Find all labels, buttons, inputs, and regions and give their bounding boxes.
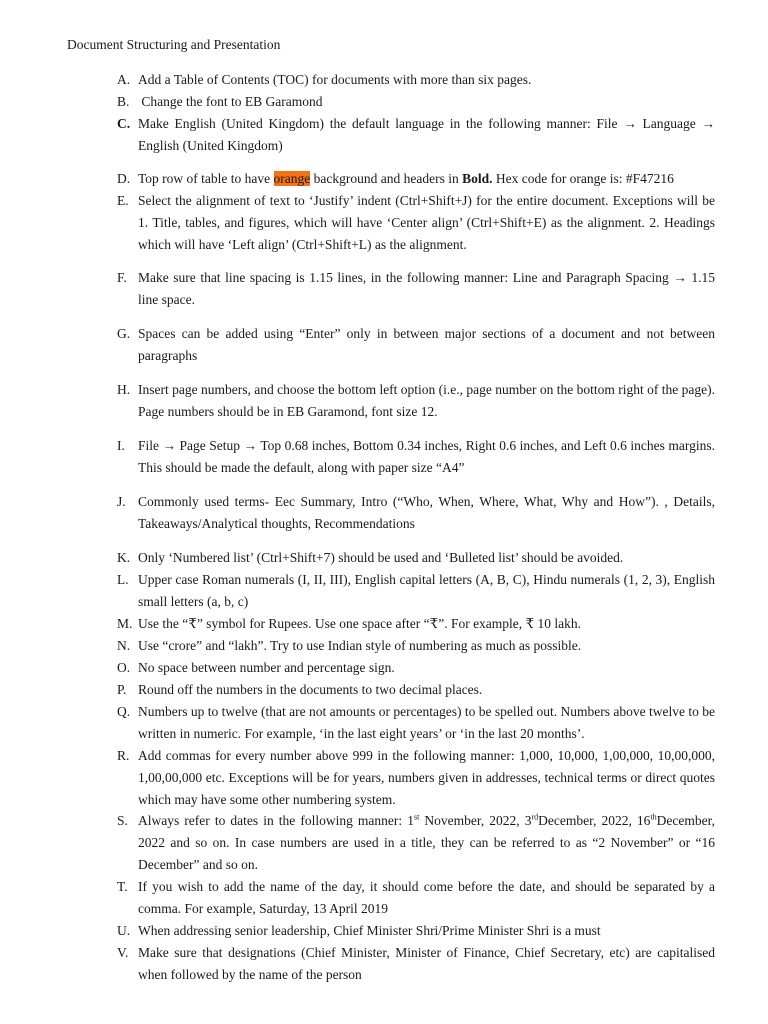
item-letter: F.: [117, 270, 127, 285]
ordinal-suffix: rd: [531, 812, 539, 822]
item-text: Add commas for every number above 999 in the following manner: 1,000, 10,000, 1,00,000, 10,00,000, 1,00,00,000 etc. Exceptions will be for years, numbers given in addresses, technical terms or direct quotes which may have some other numbering system.: [138, 748, 715, 807]
item-letter: K.: [117, 550, 131, 565]
list-item: [117, 323, 715, 367]
item-text: No space between number and percentage sign.: [138, 660, 395, 675]
item-text-part: Top row of table to have: [138, 171, 274, 186]
list-item: [117, 69, 715, 91]
item-letter: L.: [117, 572, 129, 587]
list-item: [117, 569, 715, 613]
item-text: Add a Table of Contents (TOC) for documents with more than six pages.: [138, 72, 532, 87]
item-text-part: December, 2022 and so on. In case numbers are used in a title, they can be referred to as “2 November” or “16 December” and so on.: [138, 813, 715, 872]
item-text: If you wish to add the name of the day, it should come before the date, and should be separated by a comma. For example, Saturday, 13 April 2019: [138, 879, 715, 916]
ordinal-suffix: th: [650, 812, 657, 822]
list-item: [117, 876, 715, 920]
item-letter: U.: [117, 923, 131, 938]
item-text: [138, 168, 715, 190]
item-text: Use “crore” and “lakh”. Try to use Indian style of numbering as much as possible.: [138, 638, 582, 653]
list-item: [117, 657, 715, 679]
item-text: Make sure that designations (Chief Minister, Minister of Finance, Chief Secretary, etc) are capitalised when followed by the name of the person: [138, 945, 715, 982]
item-text-part: background and headers in: [310, 171, 463, 186]
item-text-part: Always refer to dates in the following manner: 1: [138, 813, 414, 828]
item-letter: B.: [117, 94, 130, 109]
item-text: Numbers up to twelve (that are not amounts or percentages) to be spelled out. Numbers above twelve to be written in numeric. For example, ‘in the last eight years’ or ‘in the last 20 months’.: [138, 704, 715, 741]
list-item: [117, 168, 715, 190]
list-item: [117, 547, 715, 569]
item-letter: C.: [117, 116, 131, 131]
item-text: Round off the numbers in the documents to two decimal places.: [138, 682, 483, 697]
list-item: [117, 613, 715, 635]
item-letter: J.: [117, 494, 126, 509]
item-text-part: Hex code for orange is: #F47216: [492, 171, 674, 186]
item-text: File → Page Setup → Top 0.68 inches, Bottom 0.34 inches, Right 0.6 inches, and Left 0.6 inches margins. This should be made the default, along with paper size “A4”: [138, 438, 715, 475]
item-letter: V.: [117, 945, 129, 960]
list-item: [117, 267, 715, 311]
item-text: Make sure that line spacing is 1.15 lines, in the following manner: Line and Paragraph Spacing → 1.15 line space.: [138, 270, 715, 307]
list-item: [117, 435, 715, 479]
item-letter: T.: [117, 879, 128, 894]
item-text-part: December, 2022, 16: [538, 813, 651, 828]
item-letter: D.: [117, 171, 131, 186]
item-text: Change the font to EB Garamond: [138, 94, 323, 109]
item-letter: I.: [117, 438, 125, 453]
list-item: [117, 920, 715, 942]
list-item: [117, 942, 715, 986]
item-text: Make English (United Kingdom) the default language in the following manner: File → Language → English (United Kingdom): [138, 116, 715, 153]
list-item: [117, 113, 715, 157]
list-item: [117, 679, 715, 701]
item-letter: A.: [117, 72, 131, 87]
item-text: When addressing senior leadership, Chief Minister Shri/Prime Minister Shri is a must: [138, 923, 601, 938]
item-text: [138, 810, 715, 876]
ordinal-suffix: st: [413, 812, 420, 822]
item-letter: E.: [117, 193, 129, 208]
list-item: [117, 491, 715, 535]
item-letter: O.: [117, 660, 131, 675]
item-text: Insert page numbers, and choose the bottom left option (i.e., page number on the bottom right of the page). Page numbers should be in EB Garamond, font size 12.: [138, 382, 715, 419]
item-text: Commonly used terms- Eec Summary, Intro (“Who, When, Where, What, Why and How”). , Details, Takeaways/Analytical thoughts, Recommendations: [138, 494, 715, 531]
item-letter: R.: [117, 748, 130, 763]
item-text-part: November, 2022, 3: [419, 813, 532, 828]
item-text: Use the “₹” symbol for Rupees. Use one space after “₹”. For example, ₹ 10 lakh.: [138, 616, 582, 631]
item-text: Spaces can be added using “Enter” only in between major sections of a document and not between paragraphs: [138, 326, 715, 363]
item-text: Upper case Roman numerals (I, II, III), English capital letters (A, B, C), Hindu numerals (1, 2, 3), English small letters (a, b, c): [138, 572, 715, 609]
bold-word: Bold.: [462, 171, 493, 186]
item-letter: G.: [117, 326, 131, 341]
list-item: [117, 379, 715, 423]
page-title: Document Structuring and Presentation: [67, 37, 281, 52]
list-item: [117, 91, 715, 113]
list-item: [117, 701, 715, 745]
item-text: Select the alignment of text to ‘Justify’ indent (Ctrl+Shift+J) for the entire document. Exceptions will be 1. Title, tables, and figures, which will have ‘Center align’ (Ctrl+Shift+E) as the alignment. 2. Headings which will have ‘Left align’ (Ctrl+Shift+L) as the alignment.: [138, 193, 715, 252]
list-item: [117, 635, 715, 657]
item-text: Only ‘Numbered list’ (Ctrl+Shift+7) should be used and ‘Bulleted list’ should be avoided.: [138, 550, 624, 565]
item-letter: P.: [117, 682, 127, 697]
list-item: [117, 190, 715, 256]
item-letter: H.: [117, 382, 131, 397]
highlighted-word: orange: [273, 171, 311, 186]
list-item: [117, 810, 715, 876]
item-letter: N.: [117, 638, 131, 653]
item-letter: M.: [117, 616, 133, 631]
item-letter: S.: [117, 813, 128, 828]
item-letter: Q.: [117, 704, 131, 719]
list-item: [117, 745, 715, 811]
